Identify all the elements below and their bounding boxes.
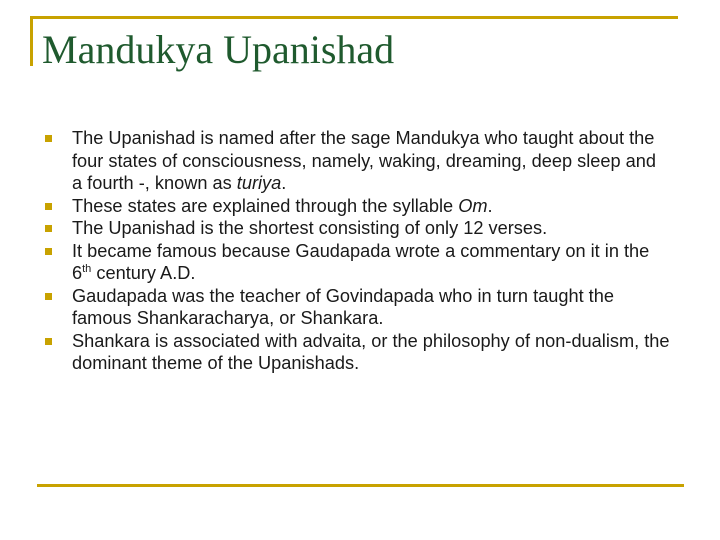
top-frame-line	[30, 16, 678, 19]
bullet-text: turiya	[236, 173, 282, 193]
bullet-item	[42, 285, 670, 330]
bullet-item	[42, 195, 670, 218]
bottom-frame-line	[37, 484, 684, 487]
left-frame-line	[30, 16, 33, 66]
bullet-text: century A.D.	[91, 263, 196, 283]
bullet-text: The Upanishad is the shortest consisting of only 12 verses.	[72, 218, 548, 238]
slide-title: Mandukya Upanishad	[42, 27, 395, 72]
bullet-item	[42, 330, 670, 375]
bullet-text: These states are explained through the syllable	[72, 195, 459, 216]
bullet-text: Shankara is associated with advaita, or the philosophy of non-dualism, the dominant theme of the Upanishads.	[72, 330, 670, 373]
bullet-text: It became famous because Gaudapada wrote a commentary on it in the 6	[72, 240, 650, 283]
bullet-item	[42, 240, 670, 285]
bullet-text: th	[82, 262, 92, 275]
bullet-text: The Upanishad is named after the sage Mandukya who taught about the four states of consciousness, namely, waking, dreaming, deep sleep and a fourth -, known as	[72, 128, 657, 193]
bullet-text: .	[487, 195, 493, 216]
bullet-item	[42, 127, 670, 195]
bullet-item	[42, 217, 670, 240]
bullet-text: Om	[458, 195, 488, 216]
bullet-text: Gaudapada was the teacher of Govindapada who in turn taught the famous Shankaracharya, or Shankara.	[72, 285, 614, 328]
bullet-list	[42, 127, 670, 375]
bullet-text: .	[281, 173, 287, 193]
